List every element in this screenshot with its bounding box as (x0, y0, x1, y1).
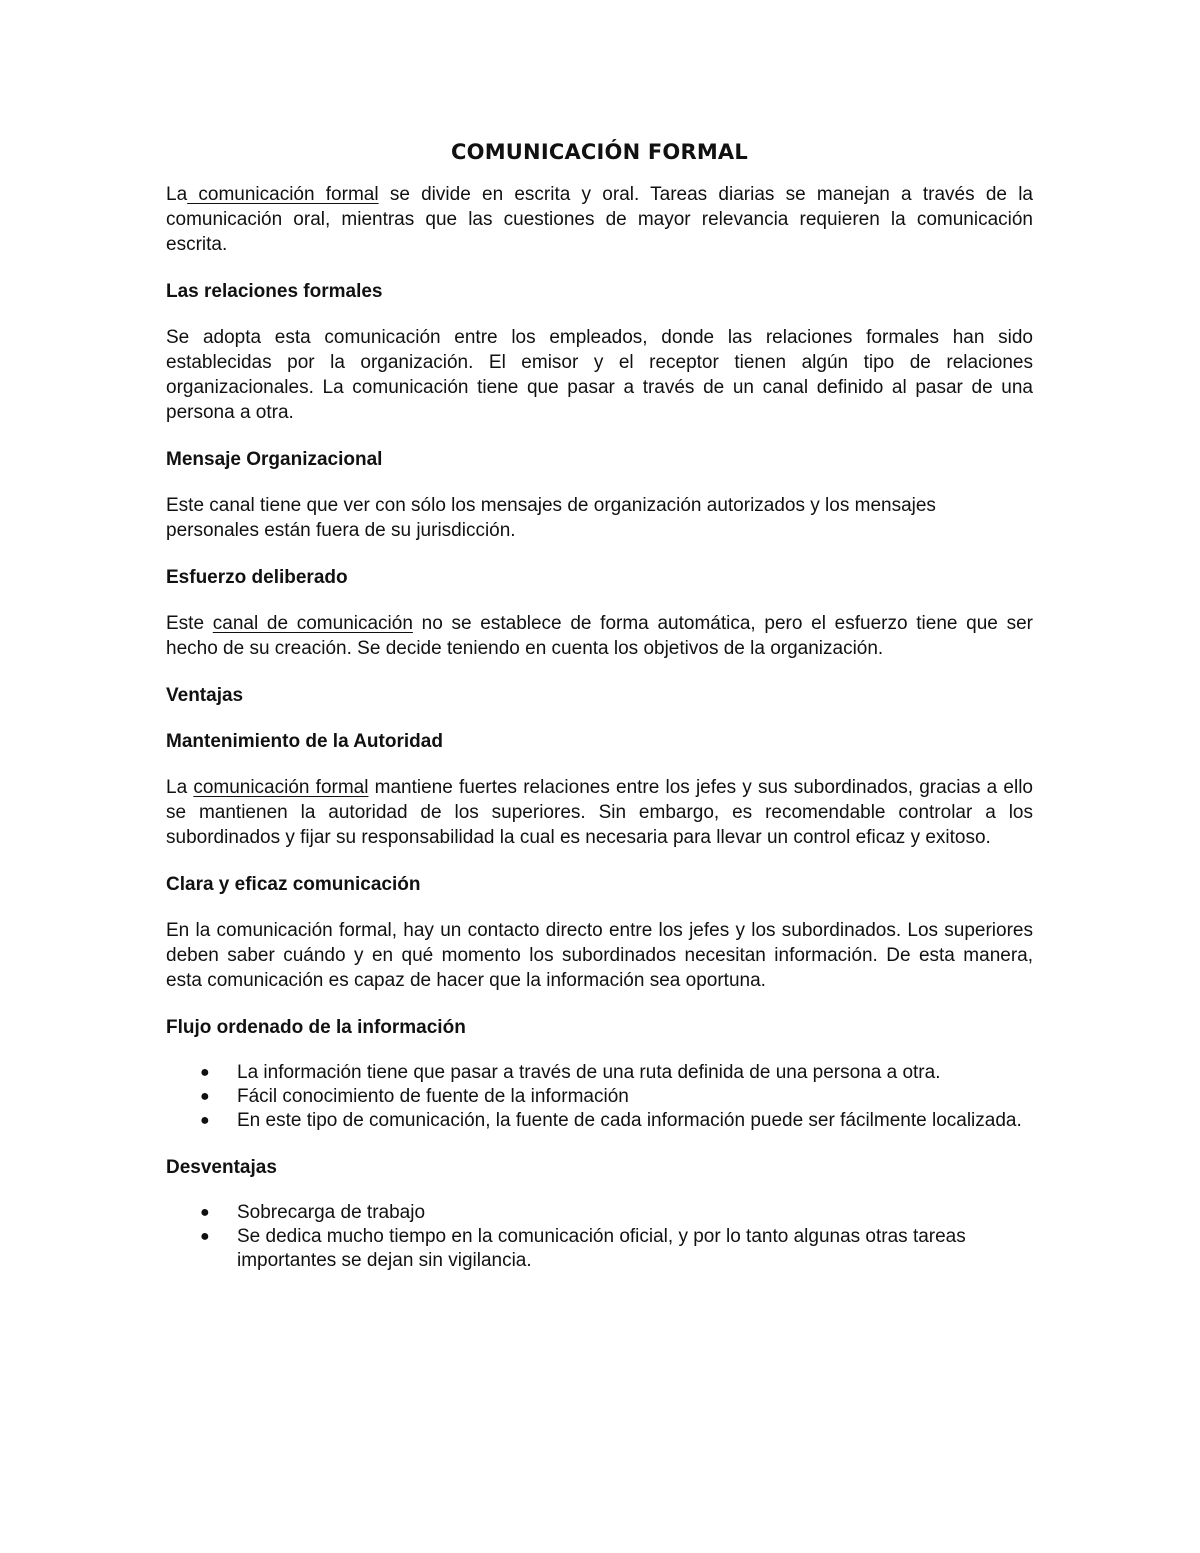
heading-esfuerzo: Esfuerzo deliberado (166, 567, 348, 588)
bullet-icon: ● (200, 1112, 210, 1129)
heading-clara: Clara y eficaz comunicación (166, 874, 421, 895)
intro-prefix: La (166, 184, 188, 205)
autoridad-rest: mantiene fuertes relaciones entre los jefes y sus subordinados, gracias a ello se mantienen la autoridad de los superiores. Sin embargo, es recomendable controlar a los subordinados y fijar su responsabilidad la cual es necesaria para llevar un control eficaz y exitoso. (166, 777, 1033, 848)
list-item (166, 1225, 1033, 1273)
bullet-icon: ● (200, 1204, 210, 1221)
heading-mensaje: Mensaje Organizacional (166, 449, 383, 470)
list-item-text: La información tiene que pasar a través de una ruta definida de una persona a otra. (237, 1062, 941, 1083)
heading-ventajas: Ventajas (166, 685, 244, 706)
list-item-text: Se dedica mucho tiempo en la comunicación oficial, y por lo tanto algunas otras tareas importantes se dejan sin vigilancia. (237, 1226, 966, 1271)
document-title: COMUNICACIÓN FORMAL (451, 140, 748, 164)
list-item-text: En este tipo de comunicación, la fuente de cada información puede ser fácilmente localizada. (237, 1110, 1022, 1131)
heading-flujo: Flujo ordenado de la información (166, 1017, 466, 1038)
intro-rest: se divide en escrita y oral. Tareas diarias se manejan a través de la comunicación oral, mientras que las cuestiones de mayor relevancia requieren la comunicación escrita. (166, 184, 1033, 255)
heading-relaciones: Las relaciones formales (166, 281, 383, 302)
paragraph-autoridad (166, 775, 1033, 850)
list-item (166, 1109, 1033, 1133)
document-page (166, 140, 1033, 1273)
desventajas-list (166, 1201, 1033, 1273)
autoridad-link[interactable]: comunicación formal (193, 777, 369, 798)
esfuerzo-rest: no se establece de forma automática, pero el esfuerzo tiene que ser hecho de su creación. Se decide teniendo en cuenta los objetivos de la organización. (166, 613, 1033, 659)
list-item (166, 1085, 1033, 1109)
paragraph-mensaje: Este canal tiene que ver con sólo los mensajes de organización autorizados y los mensajes personales están fuera de su jurisdicción. (166, 495, 936, 541)
esfuerzo-link[interactable]: canal de comunicación (212, 613, 413, 634)
intro-paragraph (166, 182, 1033, 257)
intro-link[interactable]: comunicación formal (187, 184, 379, 205)
heading-autoridad: Mantenimiento de la Autoridad (166, 731, 443, 752)
bullet-icon: ● (200, 1064, 210, 1081)
paragraph-clara: En la comunicación formal, hay un contacto directo entre los jefes y los subordinados. Los superiores deben saber cuándo y en qué momento los subordinados necesitan información. De esta manera, esta comunicación es capaz de hacer que la información sea oportuna. (166, 920, 1033, 991)
bullet-icon: ● (200, 1088, 210, 1105)
paragraph-relaciones: Se adopta esta comunicación entre los empleados, donde las relaciones formales han sido establecidas por la organización. El emisor y el receptor tienen algún tipo de relaciones organizacionales. La comunicación tiene que pasar a través de un canal definido al pasar de una persona a otra. (166, 327, 1033, 423)
heading-desventajas: Desventajas (166, 1157, 277, 1178)
paragraph-esfuerzo (166, 611, 1033, 661)
list-item-text: Fácil conocimiento de fuente de la información (237, 1086, 629, 1107)
bullet-icon: ● (200, 1228, 210, 1245)
list-item-text: Sobrecarga de trabajo (237, 1202, 426, 1223)
list-item (166, 1061, 1033, 1085)
list-item (166, 1201, 1033, 1225)
autoridad-prefix: La (166, 777, 194, 798)
flujo-list (166, 1061, 1033, 1133)
esfuerzo-prefix: Este (166, 613, 213, 634)
